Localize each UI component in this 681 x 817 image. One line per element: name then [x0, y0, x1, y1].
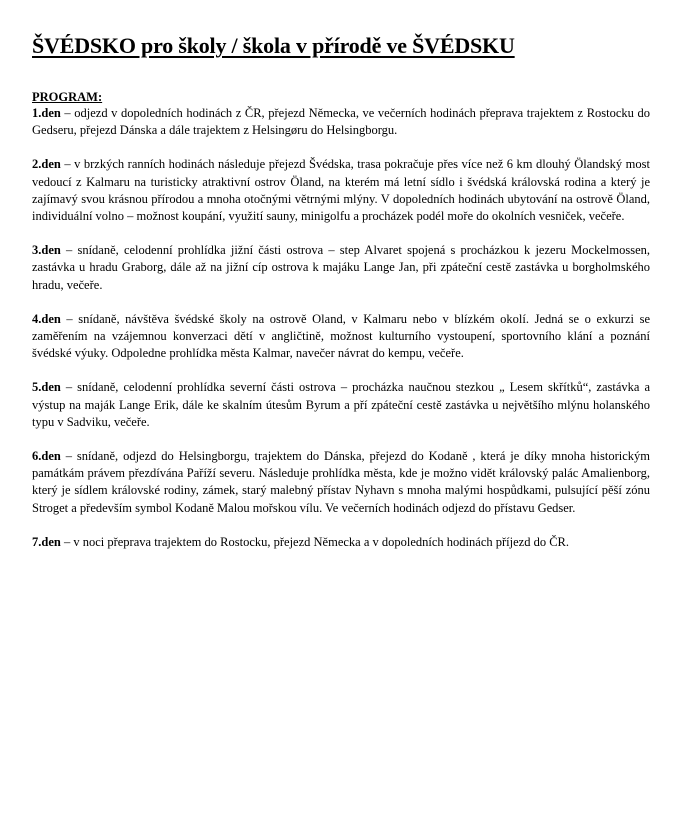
- day-5-label: 5.den: [32, 380, 61, 395]
- day-3-paragraph: [32, 242, 650, 294]
- day-7-label: 7.den: [32, 534, 61, 549]
- day-2-text: – v brzkých ranních hodinách následuje přejezd Švédska, trasa pokračuje přes více než 6 km dlouhý Ölandský most vedoucí z Kalmaru na turisticky atraktivní ostrov Öland, na kterém má letní sídlo i švédská královská rodina a který je zajímavý svou krásnou přírodou a mnoha otočnými větrnými mlýny. V dopoledních hodinách ubytování na ostrově Öland, individuální volno – možnost koupání, využití sauny, minigolfu a procházek podél moře do okolních vesniček, večeře.: [32, 157, 650, 224]
- document-page: [32, 32, 650, 568]
- day-2-paragraph: [32, 156, 650, 225]
- day-1-label: 1.den: [32, 106, 61, 120]
- day-3-text: – snídaně, celodenní prohlídka jižní části ostrova – step Alvaret spojená s procházkou k jezeru Mockelmossen, zastávka u hradu Graborg, dále až na jižní cíp ostrova k majáku Lange Jan, při zpáteční cestě zastávka u borgholmského hradu, večeře.: [32, 243, 650, 292]
- day-1-text: – odjezd v dopoledních hodinách z ČR, přejezd Německa, ve večerních hodinách přeprava trajektem z Rostocku do Gedseru, přejezd Dánska a dále trajektem z Helsingøru do Helsingborgu.: [32, 106, 650, 138]
- day-1-paragraph: [32, 105, 650, 139]
- day-2-label: 2.den: [32, 157, 61, 172]
- day-7-text: – v noci přeprava trajektem do Rostocku, přejezd Německa a v dopoledních hodinách příjezd do ČR.: [60, 534, 570, 549]
- day-7-paragraph: [32, 534, 650, 551]
- day-5-paragraph: [32, 379, 650, 431]
- document-title: ŠVÉDSKO pro školy / škola v přírodě ve ŠVÉDSKU: [32, 33, 515, 58]
- day-5-text: – snídaně, celodenní prohlídka severní části ostrova – procházka naučnou stezkou „ Lesem skřítků“, zastávka a výstup na maják Lange Erik, dále ke skalním útesům Byrum a pří zpáteční cestě zastávka u největšího mlýnu holanského typu v Sadviku, večeře.: [32, 380, 650, 429]
- day-4-paragraph: [32, 311, 650, 363]
- day-4-label: 4.den: [32, 311, 61, 326]
- day-3-label: 3.den: [32, 243, 61, 258]
- program-heading: PROGRAM:: [32, 90, 103, 104]
- day-4-text: – snídaně, návštěva švédské školy na ostrově Oland, v Kalmaru nebo v blízkém okolí. Jedná se o exkurzi se zaměřením na vzájemnou konverzaci dětí v angličtině, možnost kulturního vystoupení, sportovního klání a poznání švédské výuky. Odpoledne prohlídka města Kalmar, navečer návrat do kempu, večeře.: [32, 311, 650, 361]
- day-6-text: – snídaně, odjezd do Helsingborgu, trajektem do Dánska, přejezd do Kodaně , která je díky mnoha historickým památkám právem přezdívána Paříží severu. Následuje prohlídka města, kde je možno vidět královský palác Amalienborg, který je sídlem královské rodiny, zámek, starý malebný přístav Nyhavn s mnoha malými hospůdkami, pulsující pěší zónu Stroget a především symbol Kodaně Malou mořskou vílu. Ve večerních hodinách odjezd do přístavu Gedser.: [32, 449, 650, 515]
- day-6-label: 6.den: [32, 449, 61, 464]
- day-6-paragraph: [32, 448, 650, 517]
